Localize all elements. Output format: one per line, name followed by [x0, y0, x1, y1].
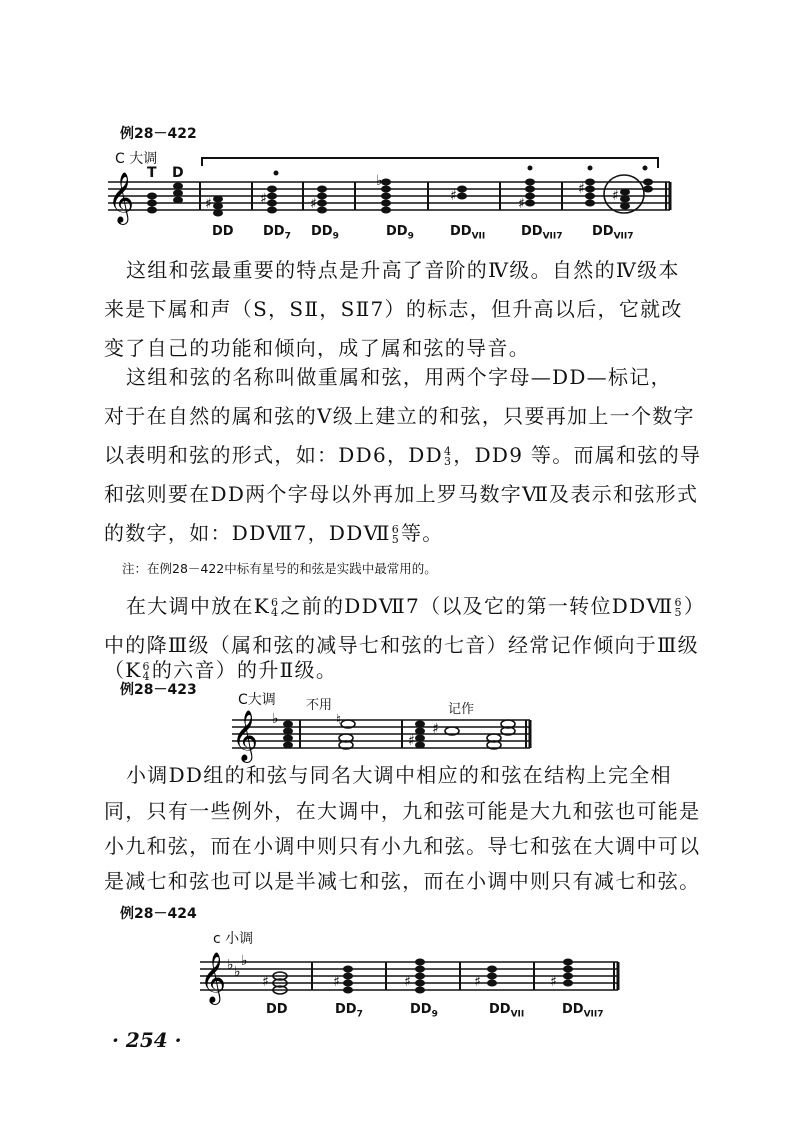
paragraph-3-line-2: 中的降Ⅲ级（属和弦的减导七和弦的七音）经常记作倾向于Ⅲ级 — [104, 633, 699, 657]
chord-label: $DD_{VII}$ — [450, 224, 486, 242]
paragraph-1-line-3: 变了自己的功能和倾向，成了属和弦的导音。 — [104, 336, 530, 360]
svg-text:♯: ♯ — [404, 974, 411, 990]
treble-clef-icon: 𝄞 — [108, 172, 135, 223]
paragraph-2-line-4: 和弦则要在DD两个字母以外再加上罗马数字Ⅶ及表示和弦形式 — [104, 482, 699, 506]
svg-text:♯: ♯ — [310, 196, 317, 212]
example-2-not-used: 不用 — [306, 698, 333, 713]
svg-text:♯: ♯ — [550, 974, 557, 990]
example-2-key: C大调 — [238, 692, 276, 708]
chord-label: DD — [266, 1002, 288, 1017]
paragraph-3-line-1: 在大调中放在K 6 4 之前的DDⅦ7（以及它的第一转位DDⅦ 6 5 ） — [126, 594, 706, 619]
paragraph-2-line-5: 的数字，如：DDⅦ7，DDⅦ 6 5 等。 — [104, 521, 444, 546]
chord-label: $DD_{VII}$ — [489, 1002, 525, 1020]
chord-label: $DD_{VII7}$ — [592, 224, 634, 242]
paragraph-1-line-2: 来是下属和声（S，SⅡ，SⅡ7）的标志，但升高以后，它就改 — [104, 297, 683, 321]
svg-text:♯: ♯ — [474, 974, 481, 990]
chord-label: $DD_{VII7}$ — [562, 1002, 604, 1020]
svg-text:♯: ♯ — [408, 733, 415, 749]
example-1-key: C 大调 — [115, 151, 158, 167]
example-2-label: 例28－423 — [120, 682, 197, 698]
paragraph-2-line-1: 这组和弦的名称叫做重属和弦，用两个字母—DD—标记， — [126, 365, 672, 389]
svg-text:♮: ♮ — [336, 712, 342, 728]
chord-label: $DD_7$ — [335, 1002, 363, 1020]
marker-d: D — [172, 165, 184, 181]
paragraph-2-line-3: 以表明和弦的形式，如：DD6，DD 4 3 ，DD9 等。而属和弦的导 — [104, 443, 702, 468]
svg-text:♯: ♯ — [432, 721, 439, 737]
svg-text:♭: ♭ — [234, 964, 241, 980]
svg-text:♯: ♯ — [518, 196, 525, 212]
treble-clef-icon: 𝄞 — [200, 952, 227, 1003]
paragraph-4-line-4: 是减七和弦也可以是半减七和弦，而在小调中则只有减七和弦。 — [104, 869, 701, 893]
page-number: · 254 · — [112, 1028, 182, 1052]
paragraph-4-line-3: 小九和弦，而在小调中则只有小九和弦。导七和弦在大调中可以 — [104, 834, 701, 858]
svg-text:♯: ♯ — [578, 181, 585, 197]
paragraph-1-line-1: 这组和弦最重要的特点是升高了音阶的Ⅳ级。自然的Ⅳ级本 — [126, 258, 680, 282]
chord-label: $DD_9$ — [386, 224, 414, 242]
svg-text:♭: ♭ — [272, 711, 279, 727]
paragraph-3-line-3: （K 6 4 的六音）的升Ⅱ级。 — [104, 658, 338, 683]
example-3-key: c 小调 — [213, 931, 254, 947]
svg-text:♯: ♯ — [205, 196, 212, 212]
svg-text:♭: ♭ — [227, 957, 234, 973]
chord-label: $DD_{VII7}$ — [521, 224, 563, 242]
chord-label: $DD_7$ — [263, 224, 291, 242]
treble-clef-icon: 𝄞 — [232, 710, 259, 761]
svg-text:♯: ♯ — [333, 974, 340, 990]
example-3-label: 例28－424 — [120, 906, 197, 922]
svg-text:♯: ♯ — [262, 974, 269, 990]
chord-label: DD — [212, 224, 234, 239]
footnote: 注：在例28－422中标有星号的和弦是实践中最常用的。 — [122, 561, 437, 576]
marker-t: T — [147, 165, 157, 181]
svg-text:♭: ♭ — [376, 173, 383, 189]
example-1-label: 例28－422 — [120, 126, 197, 142]
svg-text:♭: ♭ — [241, 953, 248, 969]
svg-text:♯: ♯ — [612, 188, 619, 204]
paragraph-2-line-2: 对于在自然的属和弦的Ⅴ级上建立的和弦，只要再加上一个数字 — [104, 404, 695, 428]
chord-label: $DD_9$ — [311, 224, 339, 242]
paragraph-4-line-1: 小调DD组的和弦与同名大调中相应的和弦在结构上完全相 — [126, 763, 672, 787]
svg-text:♯: ♯ — [450, 188, 457, 204]
chord-label: $DD_9$ — [410, 1002, 438, 1020]
svg-text:♯: ♯ — [260, 191, 267, 207]
paragraph-4-line-2: 同，只有一些例外，在大调中，九和弦可能是大九和弦也可能是 — [104, 799, 701, 823]
example-2-written: 记作 — [448, 702, 475, 717]
